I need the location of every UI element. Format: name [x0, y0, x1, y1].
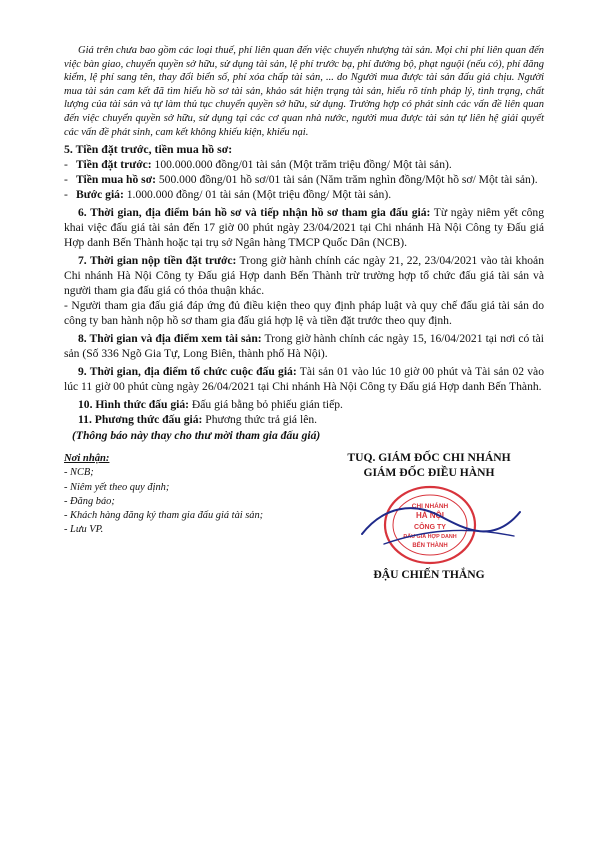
section-10-text: Đấu giá bằng bỏ phiếu gián tiếp.: [189, 398, 343, 412]
section-7-conditions: - Người tham gia đấu giá đáp ứng đủ điều kiện theo quy định pháp luật và quy chế đấu giá tài sản do công ty ban hành nộp hồ sơ tham gia đấu giá hợp lệ và tiền đặt trước theo quy định.: [64, 299, 544, 328]
section-7-text: Trong giờ hành chính các ngày 21, 22, 23/04/2021 vào tài khoản Chi nhánh Hà Nội Công ty Đấu giá Hợp danh Bến Thành trừ trường hợp tổ chức đấu giá tài sản và người tham gia đấu giá có thỏa thuận khác.: [64, 254, 544, 298]
signer-authority: TUQ. GIÁM ĐỐC CHI NHÁNH: [347, 451, 511, 465]
section-9-heading: 9. Thời gian, địa điểm tổ chức cuộc đấu giá:: [78, 365, 297, 379]
section-11-heading: 11. Phương thức đấu giá:: [78, 413, 203, 427]
stamp-line: HÀ NỘI: [416, 511, 444, 521]
dossier-fee-item: - Tiền mua hồ sơ: 500.000 đồng/01 hồ sơ/01 tài sản (Năm trăm nghìn đồng/Một hồ sơ/ Một tài sản).: [64, 173, 538, 187]
recipients-block: [64, 452, 264, 537]
deposit-value: 100.000.000 đồng/01 tài sản (Một trăm triệu đồng/ Một tài sản).: [151, 158, 452, 172]
signer-title: GIÁM ĐỐC ĐIỀU HÀNH: [363, 466, 495, 480]
section-7: [64, 253, 544, 298]
section-5: [64, 142, 544, 202]
section-10: [64, 397, 544, 412]
price-step-label: Bước giá:: [76, 188, 124, 202]
dossier-fee-value: 500.000 đồng/01 hồ sơ/01 tài sản (Năm trăm nghìn đồng/Một hồ sơ/ Một tài sản).: [155, 173, 538, 187]
section-8-heading: 8. Thời gian và địa điểm xem tài sản:: [78, 332, 262, 346]
signer-name: ĐẬU CHIẾN THẮNG: [373, 568, 485, 582]
handwritten-signature-icon: [344, 486, 534, 566]
section-6-heading: 6. Thời gian, địa điểm bán hồ sơ và tiếp nhận hồ sơ tham gia đấu giá:: [78, 206, 431, 220]
stamp-line: CHI NHÁNH: [411, 503, 449, 511]
deposit-label: Tiền đặt trước:: [76, 158, 152, 172]
section-7-heading: 7. Thời gian nộp tiền đặt trước:: [78, 254, 237, 268]
section-9: [64, 364, 544, 394]
section-8-text: Trong giờ hành chính các ngày 15, 16/04/2021 tại nơi có tài sản (Số 336 Ngõ Gia Tự, Long Biên, thành phố Hà Nội).: [64, 332, 544, 361]
stamp-line: BẾN THÀNH: [412, 543, 448, 550]
section-6-text: Từ ngày niêm yết công khai việc đấu giá tài sản đến 17 giờ 00 phút ngày 23/04/2021 tại Chi nhánh Hà Nội Công ty Đấu giá Hợp danh Bến Thành hoặc tại trụ sở Ngân hàng TMCP Quốc Dân (NCB).: [64, 206, 544, 250]
recipient-item: - Lưu VP.: [64, 524, 104, 536]
section-11-text: Phương thức trả giá lên.: [202, 413, 318, 427]
price-step-value: 1.000.000 đồng/ 01 tài sản (Một triệu đồng/ Một tài sản).: [123, 188, 392, 202]
recipient-item: - Niêm yết theo quy định;: [64, 481, 170, 493]
deposit-item: - Tiền đặt trước: 100.000.000 đồng/01 tài sản (Một trăm triệu đồng/ Một tài sản).: [64, 158, 452, 172]
section-10-heading: 10. Hình thức đấu giá:: [78, 398, 190, 412]
invitation-note: (Thông báo này thay cho thư mời tham gia đấu giá): [72, 429, 321, 443]
recipients-title: Nơi nhận:: [64, 453, 110, 465]
document-footer: [64, 450, 544, 650]
section-5-heading: 5. Tiền đặt trước, tiền mua hồ sơ:: [64, 142, 233, 157]
recipient-item: - Đăng báo;: [64, 495, 115, 507]
price-step-item: - Bước giá: 1.000.000 đồng/ 01 tài sản (Một triệu đồng/ Một tài sản).: [64, 188, 392, 202]
signature-block: [314, 450, 544, 582]
section-9-text: Tài sản 01 vào lúc 10 giờ 00 phút và Tài sản 02 vào lúc 11 giờ 00 phút cùng ngày 26/04/2021 tại Chi nhánh Hà Nội Công ty Đấu giá Hợp danh Bến Thành.: [64, 365, 544, 394]
recipient-item: - Khách hàng đăng ký tham gia đấu giá tài sản;: [64, 509, 264, 521]
stamp-line: CÔNG TY: [414, 524, 446, 532]
price-terms-paragraph: Giá trên chưa bao gồm các loại thuế, phí liên quan đến việc chuyển nhượng tài sản. Mọi chi phí liên quan đến việc bàn giao, chuyển quyền sở hữu, sử dụng tài sản, lệ phí trước bạ, phí đường bộ, phạt nguội (nếu có), phí đăng kiểm, lệ phí sang tên, thay đổi biển số, phí xóa chấp tài sản, ... do Người mua được tài sản đấu giá chịu. Người mua tài sản cam kết đã tìm hiểu hồ sơ tài sản, khảo sát hiện trạng tài sản, hiểu rõ tính pháp lý, tình trạng, chất lượng của tài sản và tự làm thủ tục chuyển quyền sở hữu, sử dụng. Trường hợp có phát sinh các vấn đề liên quan đến việc chuyển quyền sở hữu, sử dụng tại các cơ quan nhà nước, người mua được tài sản tự liên hệ giải quyết các vấn đề phát sinh, cam kết không khiếu kiện, khiếu nại.: [64, 45, 544, 138]
recipient-item: - NCB;: [64, 467, 94, 479]
section-6: [64, 205, 544, 250]
stamp-line: ĐẤU GIÁ HỢP DANH: [403, 534, 457, 541]
section-8: [64, 331, 544, 361]
dossier-fee-label: Tiền mua hồ sơ:: [76, 173, 156, 187]
section-11: [64, 412, 544, 427]
